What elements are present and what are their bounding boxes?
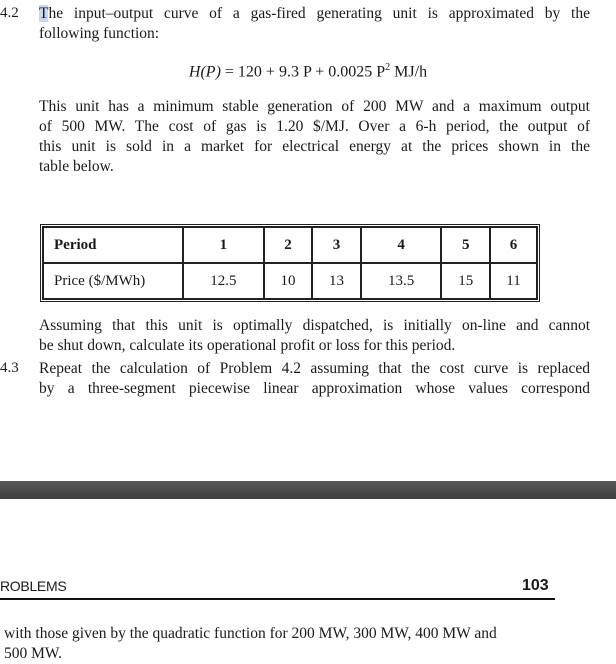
problem-4-2-number: 4.2 — [0, 5, 19, 21]
problem-4-3-line-2: by a three-segment piecewise linear approximation whose values correspond — [39, 380, 590, 397]
period-cell: 4 — [361, 227, 442, 263]
body-line-3: this unit is sold in a market for electrical energy at the prices shown in the — [39, 138, 590, 155]
text-cursor-highlight: T — [39, 5, 49, 22]
continuation-line-2: 500 MW. — [4, 645, 62, 662]
page-number: 103 — [522, 577, 549, 594]
period-cell: 3 — [312, 227, 361, 263]
period-cell: 2 — [264, 227, 313, 263]
intro-line-1 — [39, 4, 590, 24]
equation-unit: MJ/h — [394, 63, 428, 81]
problem-4-2-body — [39, 97, 590, 177]
page-divider — [0, 481, 616, 499]
problem-4-2-closing — [39, 316, 590, 356]
period-cell: 1 — [183, 227, 264, 263]
cost-equation — [0, 62, 616, 81]
body-line-4: table below. — [39, 158, 114, 175]
body-line-1: This unit has a minimum stable generation of 200 MW and a maximum output — [39, 98, 590, 115]
body-line-2: of 500 MW. The cost of gas is 1.20 $/MJ. Over a 6-h period, the output of — [39, 118, 590, 135]
price-cell: 12.5 — [183, 263, 264, 299]
price-cell: 13 — [312, 263, 361, 299]
price-table — [40, 224, 540, 302]
equation-lhs: H(P) — [188, 63, 221, 81]
problem-4-2-intro — [39, 4, 590, 44]
price-cell: 13.5 — [361, 263, 442, 299]
price-cell: 11 — [490, 263, 537, 299]
header-rule — [0, 598, 555, 600]
problem-4-3-line-1: Repeat the calculation of Problem 4.2 assuming that the cost curve is replaced — [39, 360, 590, 377]
period-cell: 6 — [490, 227, 537, 263]
closing-line-1: Assuming that this unit is optimally dispatched, is initially on-line and cannot — [39, 317, 590, 334]
intro-line-2: following function: — [39, 25, 160, 42]
table-row-period — [43, 227, 537, 263]
running-head: ROBLEMS — [0, 578, 67, 594]
period-cell: 5 — [441, 227, 490, 263]
problem-4-3-text — [39, 359, 590, 399]
problem-4-3-number: 4.3 — [0, 360, 19, 376]
continuation-text — [4, 624, 555, 664]
price-cell: 15 — [441, 263, 490, 299]
equation-exponent: 2 — [385, 62, 391, 73]
equation-rhs: = 120 + 9.3 P + 0.0025 P — [224, 63, 386, 81]
intro-line-1-text: he input–output curve of a gas-fired generating unit is approximated by the — [48, 5, 590, 22]
price-header: Price ($/MWh) — [43, 263, 183, 299]
price-cell: 10 — [264, 263, 313, 299]
period-header: Period — [43, 227, 183, 263]
continuation-line-1: with those given by the quadratic function for 200 MW, 300 MW, 400 MW and — [4, 625, 497, 642]
closing-line-2: be shut down, calculate its operational profit or loss for this period. — [39, 337, 456, 354]
table-row-price — [43, 263, 537, 299]
